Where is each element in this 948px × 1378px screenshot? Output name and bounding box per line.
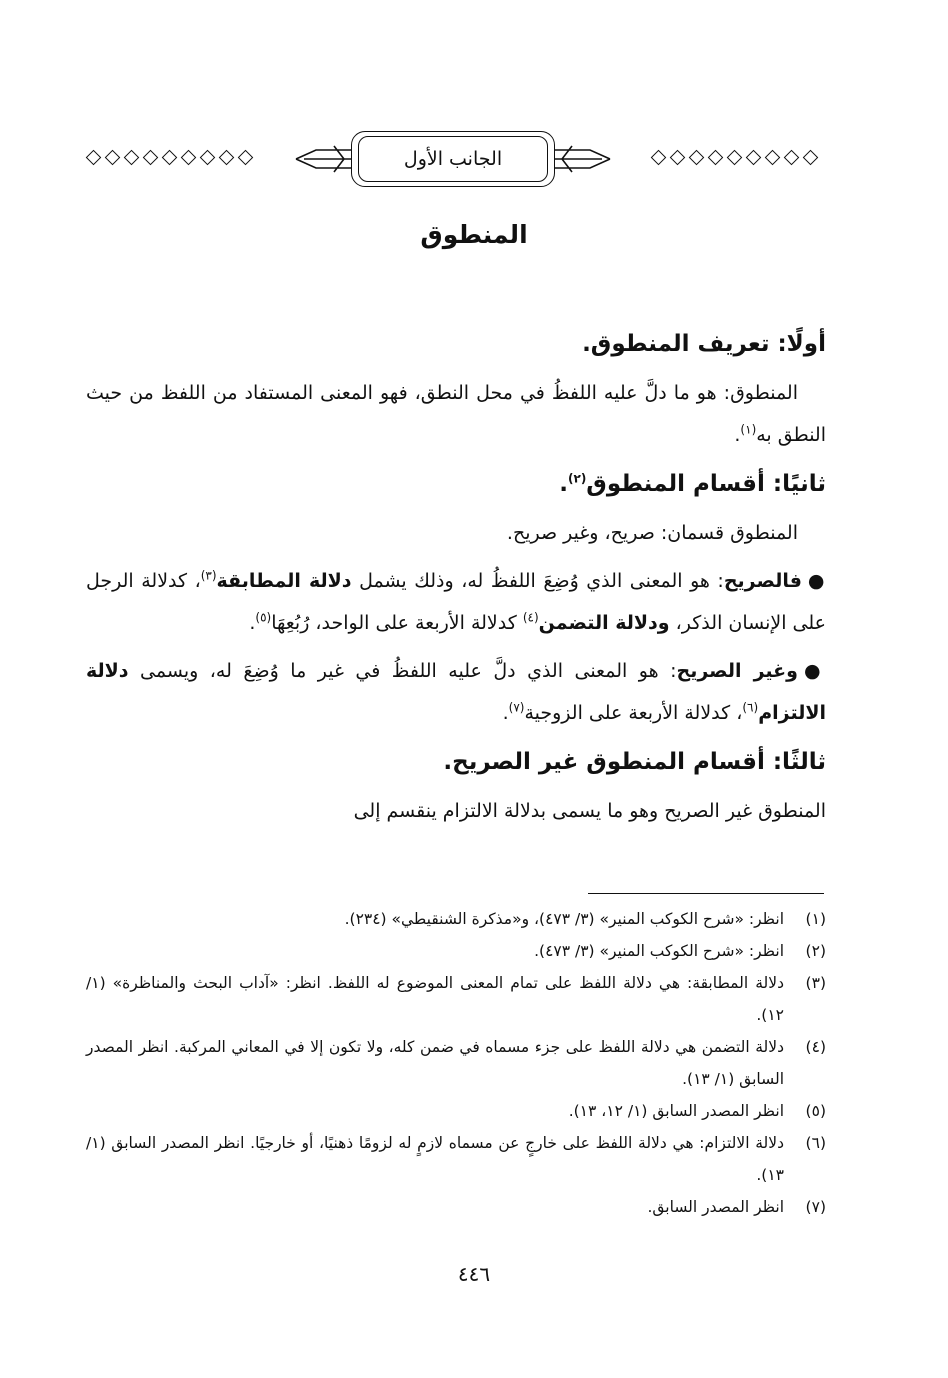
arrow-ornament-left-icon xyxy=(294,144,354,174)
footnote-ref[interactable]: (٧) xyxy=(508,700,525,715)
paragraph-explicit: ●فالصريح: هو المعنى الذي وُضِعَ اللفظُ له، وذلك يشمل دلالة المطابقة$^{(٣)}$، كدلالة الرجل على الإنسان الذكر، ودلالة التضمن$^{(٤)}$ كدلالة الأربعة على الواحد، رُبُعِهَا$^{(٥)}$. xyxy=(86,568,826,634)
heading-second: ثانيًا: أقسام المنطوق$^{(٢)}$. xyxy=(559,471,826,497)
footnote-item: (٢) انظر: «شرح الكوكب المنير» (٣/ ٤٧٣). xyxy=(534,942,826,960)
footnote-item: (٣) دلالة المطابقة: هي دلالة اللفظ على تمام المعنى الموضوع له اللفظ. انظر: «آداب البحث والمناظرة» (١/ ١٢). xyxy=(86,974,826,1024)
bullet-icon: ● xyxy=(807,570,826,592)
diamond-border-right xyxy=(651,149,818,166)
footnote-ref[interactable]: (٣) xyxy=(200,568,217,583)
footnote-ref[interactable]: (٤) xyxy=(522,610,539,625)
paragraph-continuation: المنطوق غير الصريح وهو ما يسمى بدلالة الالتزام ينقسم إلى xyxy=(353,800,826,822)
footnote-item: (٥) انظر المصدر السابق (١/ ١٢، ١٣). xyxy=(568,1102,826,1120)
footnote-ref[interactable]: (٦) xyxy=(742,700,759,715)
main-text xyxy=(86,322,826,838)
heading-third: ثالثًا: أقسام المنطوق غير الصريح. xyxy=(443,749,826,775)
footnotes xyxy=(86,903,826,1223)
footnote-item: (٤) دلالة التضمن هي دلالة اللفظ على جزء مسماه في ضمن كله، ولا تكون إلا في المعاني المركبة. انظر المصدر السابق (١/ ١٣). xyxy=(86,1038,826,1088)
footnote-separator xyxy=(588,893,824,894)
paragraph-implicit: ●وغير الصريح: هو المعنى الذي دلَّ عليه اللفظُ في غير ما وُضِعَ له، ويسمى دلالة الالتزام$^{(٦)}$، كدلالة الأربعة على الزوجية$^{(٧)}$. xyxy=(86,660,826,724)
footnote-ref[interactable]: (٥) xyxy=(255,610,272,625)
arrow-ornament-right-icon xyxy=(552,144,612,174)
heading-first: أولًا: تعريف المنطوق. xyxy=(582,331,826,357)
footnote-ref[interactable]: (٢) xyxy=(568,471,587,486)
chapter-header-ornament xyxy=(86,130,818,190)
chapter-label: الجانب الأول xyxy=(403,148,503,170)
bullet-icon: ● xyxy=(803,660,826,682)
diamond-border-left xyxy=(86,149,253,166)
footnote-item: (٦) دلالة الالتزام: هي دلالة اللفظ على خارجٍ عن مسماه لازمٍ له لزومًا ذهنيًا، أو خارجيًا. انظر المصدر السابق (١/ ١٣). xyxy=(86,1134,826,1184)
paragraph-divisions: المنطوق قسمان: صريح، وغير صريح. xyxy=(506,522,798,544)
footnote-item: (١) انظر: «شرح الكوكب المنير» (٣/ ٤٧٣)، و«مذكرة الشنقيطي» (٢٣٤). xyxy=(344,910,826,928)
section-title: المنطوق xyxy=(420,220,528,249)
footnote-item: (٧) انظر المصدر السابق. xyxy=(647,1198,826,1216)
footnote-ref[interactable]: (١) xyxy=(740,422,757,437)
page-number: ٤٤٦ xyxy=(457,1262,491,1286)
paragraph-definition: المنطوق: هو ما دلَّ عليه اللفظُ في محل النطق، فهو المعنى المستفاد من اللفظ من حيث النطق به$^{(١)}$. xyxy=(86,382,826,446)
chapter-label-box xyxy=(358,136,548,182)
